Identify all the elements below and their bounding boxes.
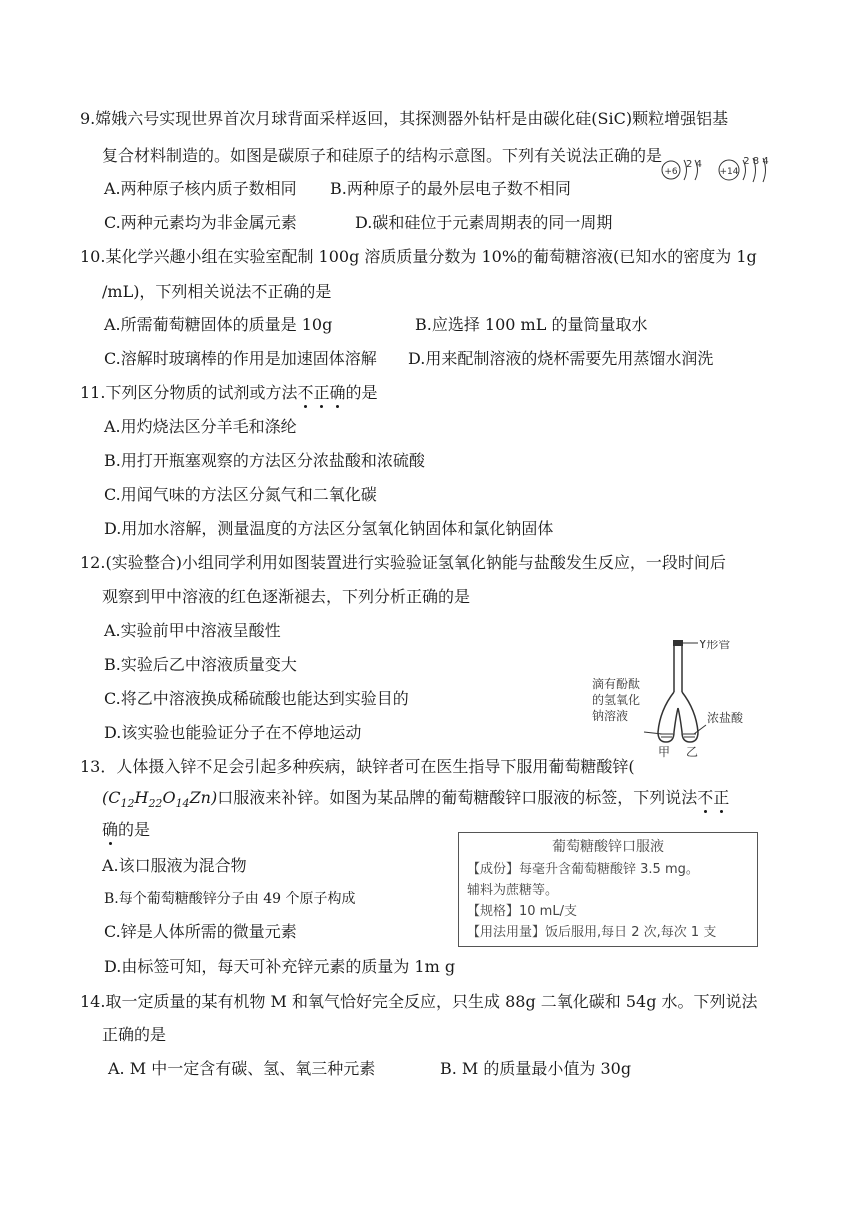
right-solution-label: 浓盐酸	[707, 711, 744, 725]
label-ingredient: 【成份】每毫升含葡萄糖酸锌 3.5 mg。	[467, 862, 699, 877]
emphasis-char: 不	[297, 383, 314, 402]
q12-option-c: C.将乙中溶液换成稀硫酸也能达到实验目的	[104, 689, 409, 708]
q13-stem-line2	[102, 787, 729, 815]
q9-stem-line2: 复合材料制造的。如图是碳原子和硅原子的结构示意图。下列有关说法正确的是	[102, 146, 663, 165]
q13-stem-line1: 13．人体摄入锌不足会引起多种疾病，缺锌者可在医生指导下服用葡萄糖酸锌(	[80, 757, 635, 776]
tube-yi-label: 乙	[686, 745, 699, 759]
q11-stem-post: 的是	[345, 383, 378, 402]
medicine-label-box	[458, 832, 758, 947]
q13-stem-line2-text: 口服液来补锌。如图为某品牌的葡萄糖酸锌口服液的标签，下列说法	[217, 788, 698, 807]
emphasis-char: 确	[329, 383, 346, 402]
q14-option-b: B. M 的质量最小值为 30g	[440, 1059, 632, 1078]
q13-stem-line3	[102, 819, 150, 841]
label-spec: 【规格】10 mL/支	[467, 904, 577, 919]
carbon-electrons: 2 4	[686, 159, 702, 170]
q9-option-d: D.碳和硅位于元素周期表的同一周期	[355, 213, 613, 232]
left-solution-label-1: 滴有酚酞	[592, 677, 641, 691]
q11-stem-pre: 11.下列区分物质的试剂或方法	[80, 383, 298, 402]
q10-stem-line2: /mL)，下列相关说法不正确的是	[102, 282, 332, 301]
chemical-formula: $(C_{12}H_{22}O_{14}Zn)$	[102, 788, 218, 811]
emphasis-char: 正	[713, 788, 730, 807]
silicon-electrons: 2 8 4	[743, 156, 769, 167]
q12-option-d: D.该实验也能验证分子在不停地运动	[104, 723, 362, 742]
q10-option-a: A.所需葡萄糖固体的质量是 10g	[104, 315, 333, 334]
q14-option-a: A. M 中一定含有碳、氢、氧三种元素	[108, 1059, 376, 1078]
q13-option-c: C.锌是人体所需的微量元素	[104, 922, 297, 941]
q10-option-d: D.用来配制溶液的烧杯需要先用蒸馏水润洗	[408, 349, 714, 368]
q14-stem-line2: 正确的是	[102, 1025, 167, 1044]
q9-option-b: B.两种原子的最外层电子数不相同	[330, 179, 571, 198]
atom-structure-diagram	[655, 150, 775, 190]
emphasis-char: 确	[102, 820, 119, 839]
q13-option-d: D.由标签可知，每天可补充锌元素的质量为 1m g	[104, 957, 456, 976]
carbon-nucleus: +6	[664, 167, 678, 177]
q14-stem-line1: 14.取一定质量的某有机物 M 和氧气恰好完全反应，只生成 88g 二氧化碳和 54g 水。下列说法	[80, 992, 758, 1011]
q13-option-b: B.每个葡萄糖酸锌分子由 49 个原子构成	[104, 891, 356, 907]
silicon-nucleus: +14	[719, 167, 739, 177]
q9-stem-line1: 9.嫦娥六号实现世界首次月球背面采样返回，其探测器外钻杆是由碳化硅(SiC)颗粒增强铝基	[80, 109, 729, 128]
q13-option-a: A.该口服液为混合物	[102, 856, 247, 875]
q12-stem-line2: 观察到甲中溶液的红色逐渐褪去，下列分析正确的是	[102, 587, 471, 606]
q9-option-c: C.两种元素均为非金属元素	[104, 213, 297, 232]
q10-option-b: B.应选择 100 mL 的量筒量取水	[415, 315, 648, 334]
label-excipient: 辅料为蔗糖等。	[467, 883, 559, 898]
q12-option-a: A.实验前甲中溶液呈酸性	[104, 621, 281, 640]
tube-jia-label: 甲	[658, 745, 671, 759]
q12-stem-line1: 12.(实验整合)小组同学利用如图装置进行实验验证氢氧化钠能与盐酸发生反应，一段时间后	[80, 553, 726, 572]
q11-option-c: C.用闻气味的方法区分氮气和二氧化碳	[104, 485, 377, 504]
q11-option-a: A.用灼烧法区分羊毛和涤纶	[104, 417, 297, 436]
label-dosage: 【用法用量】饭后服用,每日 2 次,每次 1 支	[467, 925, 717, 940]
emphasis-char: 正	[313, 383, 330, 402]
left-solution-label-3: 钠溶液	[592, 709, 629, 723]
q9-option-a: A.两种原子核内质子数相同	[104, 179, 297, 198]
q12-option-b: B.实验后乙中溶液质量变大	[104, 655, 297, 674]
emphasis-char: 不	[697, 788, 714, 807]
y-tube-label: Y形管	[699, 640, 731, 651]
q11-option-d: D.用加水溶解，测量温度的方法区分氢氧化钠固体和氯化钠固体	[104, 519, 554, 538]
q10-option-c: C.溶解时玻璃棒的作用是加速固体溶解	[104, 349, 377, 368]
y-tube-apparatus-figure	[590, 640, 770, 760]
label-title: 葡萄糖酸锌口服液	[552, 839, 664, 855]
q11-stem	[80, 382, 378, 404]
q11-option-b: B.用打开瓶塞观察的方法区分浓盐酸和浓硫酸	[104, 451, 425, 470]
q10-stem-line1: 10.某化学兴趣小组在实验室配制 100g 溶质质量分数为 10%的葡萄糖溶液(已知水的密度为 1g	[80, 247, 757, 266]
q13-stem-line3-text: 的是	[118, 820, 151, 839]
left-solution-label-2: 的氢氧化	[592, 693, 641, 707]
